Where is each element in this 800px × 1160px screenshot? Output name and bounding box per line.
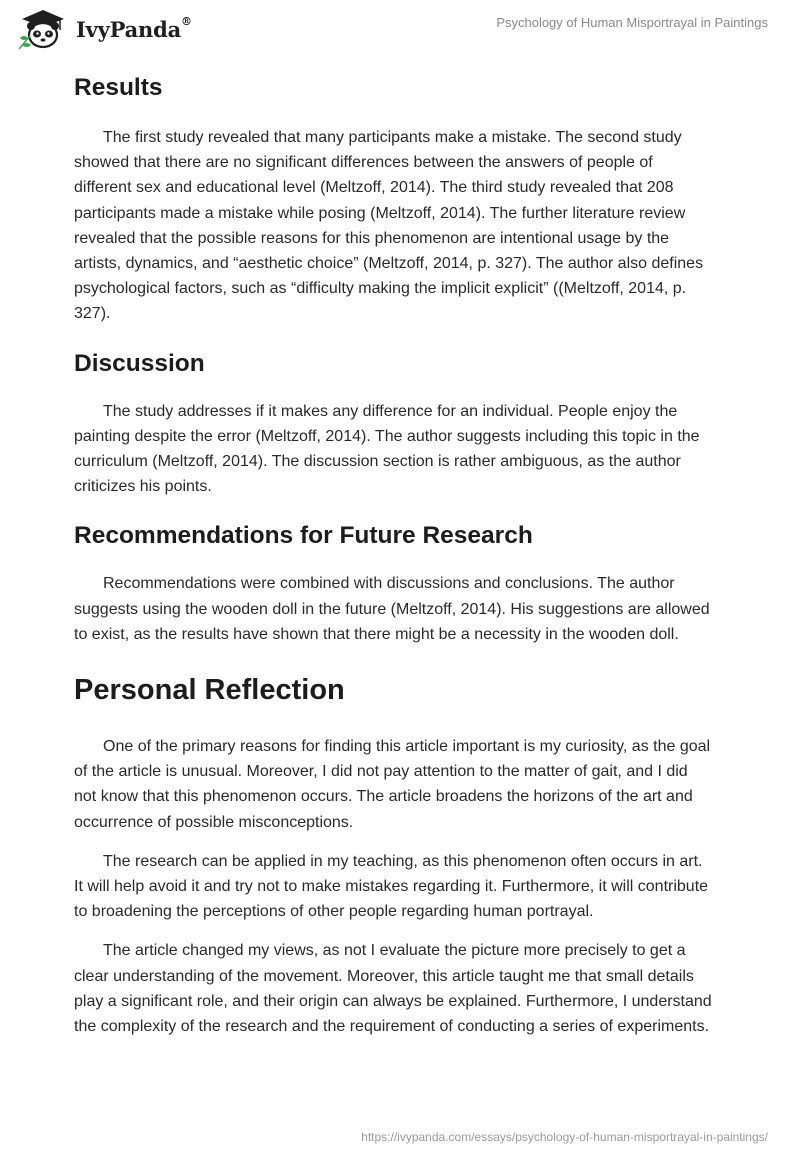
reflection-paragraph-3: The article changed my views, as not I evaluate the picture more precisely to get a clear understanding of the movement. Moreover, this article taught me that small details play a significant role, and their origin can always be explained. Furthermore, I understand the complexity of the research and the requirement of conducting a series of experiments. [74, 942, 712, 1036]
recommendations-paragraph: Recommendations were combined with discussions and conclusions. The author suggests using the wooden doll in the future (Meltzoff, 2014). His suggestions are allowed to exist, as the results have shown that there might be a necessity in the wooden doll. [74, 575, 710, 643]
source-url[interactable]: https://ivypanda.com/essays/psychology-of-human-misportrayal-in-paintings/ [361, 1130, 768, 1144]
brand-name: IvyPanda® [76, 14, 192, 42]
results-heading: Results [74, 74, 163, 101]
recommendations-heading: Recommendations for Future Research [74, 522, 533, 550]
ivypanda-logo[interactable] [16, 8, 192, 50]
panda-graduate-icon [16, 8, 70, 50]
document-title: Psychology of Human Misportrayal in Paintings [496, 15, 768, 30]
discussion-heading: Discussion [74, 349, 205, 377]
results-paragraph: The first study revealed that many participants make a mistake. The second study showed that there are no significant differences between the answers of people of different sex and educational level (Meltzoff, 2014). The third study revealed that 208 participants made a mistake while posing (Meltzoff, 2014). The further literature review revealed that the possible reasons for this phenomenon are intentional usage by the artists, dynamics, and “aesthetic choice” (Meltzoff, 2014, p. 327). The author also defines psychological factors, such as “difficulty making the implicit explicit” ((Meltzoff, 2014, p. 327). [74, 129, 704, 323]
page-header [0, 0, 800, 60]
reflection-paragraph-1: One of the primary reasons for finding this article important is my curiosity, as the goal of the article is unusual. Moreover, I did not pay attention to the matter of gait, and I did not know that this phenomenon occurs. The article broadens the horizons of the art and occurrence of possible misconceptions. [74, 738, 711, 831]
essay-content [74, 70, 714, 1039]
discussion-paragraph: The study addresses if it makes any difference for an individual. People enjoy the painting despite the error (Meltzoff, 2014). The author suggests including this topic in the curriculum (Meltzoff, 2014). The discussion section is rather ambiguous, as the author criticizes his points. [74, 402, 700, 496]
reflection-paragraph-2: The research can be applied in my teaching, as this phenomenon often occurs in art. It will help avoid it and try not to make mistakes regarding it. Furthermore, it will contribute to broadening the perceptions of other people regarding human portrayal. [74, 852, 709, 921]
personal-reflection-heading: Personal Reflection [74, 674, 345, 707]
